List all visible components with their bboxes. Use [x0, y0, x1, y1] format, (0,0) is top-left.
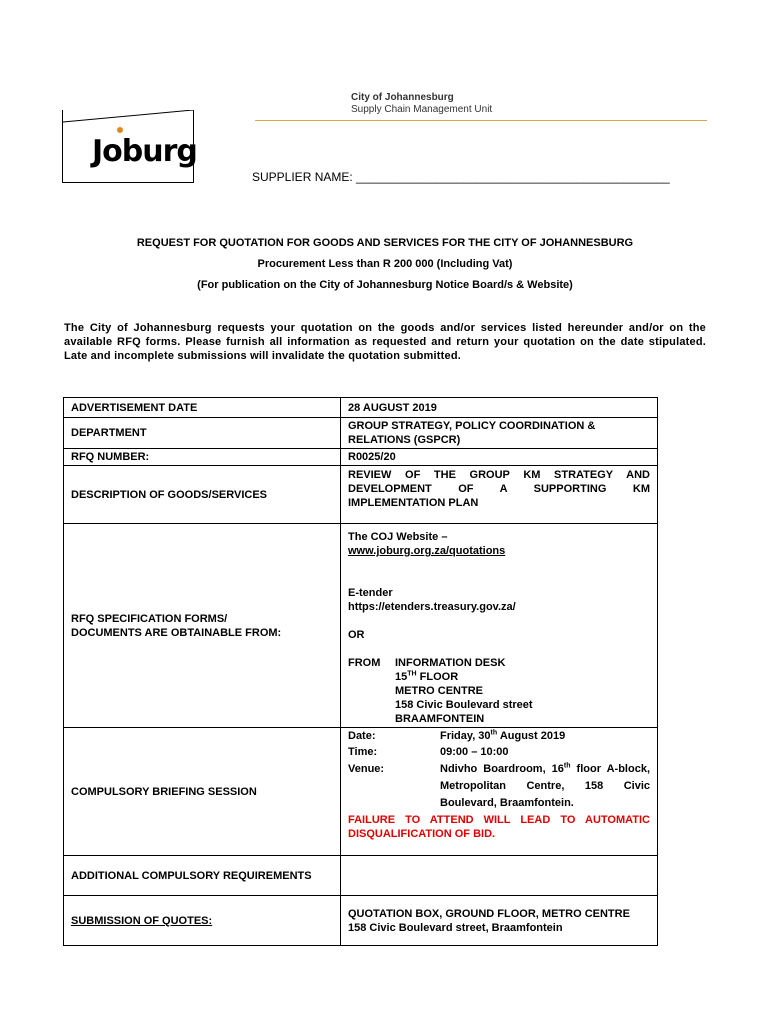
table-row: [64, 466, 658, 524]
venue-value: Ndivho Boardroom, 16th floor A-block, Metropolitan Centre, 158 Civic Boulevard, Braamfontein.: [440, 762, 650, 809]
description-value: REVIEW OF THE GROUP KM STRATEGY AND DEVELOPMENT OF A SUPPORTING KM IMPLEMENTATION PLAN: [341, 466, 658, 524]
etender-link[interactable]: https://etenders.treasury.gov.za/: [348, 601, 516, 613]
date-value: Friday, 30th August 2019: [440, 729, 566, 742]
floor-word: FLOOR: [419, 671, 459, 683]
time-label: Time:: [348, 746, 378, 758]
suburb: BRAAMFONTEIN: [395, 713, 485, 725]
metro-centre: METRO CENTRE: [395, 685, 483, 697]
floor-sup: TH: [407, 670, 417, 678]
date-label: Date:: [348, 730, 376, 742]
rfq-forms-label: [64, 524, 341, 728]
table-row: [64, 728, 658, 856]
from-label: FROM: [348, 657, 381, 669]
briefing-label: COMPULSORY BRIEFING SESSION: [64, 728, 341, 856]
rfq-number-value: R0025/20: [341, 449, 658, 466]
venue-label: Venue:: [348, 763, 385, 775]
submission-label: SUBMISSION OF QUOTES:: [64, 896, 341, 946]
supplier-name-field: SUPPLIER NAME: _______________________________________________: [252, 170, 670, 184]
submission-value: [341, 896, 658, 946]
additional-requirements-label: ADDITIONAL COMPULSORY REQUIREMENTS: [64, 856, 341, 896]
rfq-forms-label-line2: DOCUMENTS ARE OBTAINABLE FROM:: [71, 626, 282, 639]
table-row: [64, 449, 658, 466]
table-row: [64, 418, 658, 449]
header-rule: [255, 120, 707, 121]
logo-text: Joburg: [92, 134, 197, 169]
briefing-venue-row: [348, 761, 650, 812]
intro-paragraph: The City of Johannesburg requests your quotation on the goods and/or services listed hereunder and/or on the available RFQ forms. Please furnish all information as requested and return your quotation on the date stipulated. Late and incomplete submissions will invalidate the quotation submitted.: [64, 322, 706, 362]
briefing-value: [341, 728, 658, 856]
rfq-number-label: RFQ NUMBER:: [64, 449, 341, 466]
advert-date-value: 28 AUGUST 2019: [341, 398, 658, 418]
additional-requirements-value: [341, 856, 658, 896]
publication-subtitle: (For publication on the City of Johannesburg Notice Board/s & Website): [197, 279, 573, 291]
submission-address: 158 Civic Boulevard street, Braamfontein: [348, 921, 563, 934]
procurement-subtitle: Procurement Less than R 200 000 (Including Vat): [257, 258, 513, 270]
briefing-time-row: [348, 745, 650, 759]
org-unit: Supply Chain Management Unit: [351, 104, 493, 115]
street-address: 158 Civic Boulevard street: [395, 699, 533, 711]
department-value: GROUP STRATEGY, POLICY COORDINATION & RELATIONS (GSPCR): [341, 418, 658, 449]
document-title: REQUEST FOR QUOTATION FOR GOODS AND SERVICES FOR THE CITY OF JOHANNESBURG: [136, 237, 634, 249]
coj-website-label: The COJ Website –: [348, 531, 448, 543]
table-row: [64, 856, 658, 896]
floor-line: [395, 670, 533, 684]
rfq-forms-label-line1: RFQ SPECIFICATION FORMS/: [71, 612, 228, 625]
joburg-logo: [92, 136, 197, 168]
info-desk-address: [348, 656, 650, 726]
advert-date-label: ADVERTISEMENT DATE: [64, 398, 341, 418]
time-value: 09:00 – 10:00: [440, 746, 509, 758]
description-label: DESCRIPTION OF GOODS/SERVICES: [64, 466, 341, 524]
rfq-details-table: [63, 397, 658, 946]
floor-number: 15: [395, 671, 408, 683]
org-name: City of Johannesburg: [351, 92, 454, 103]
coj-website-link[interactable]: www.joburg.org.za/quotations: [348, 545, 506, 557]
or-text: OR: [348, 629, 365, 641]
info-desk: INFORMATION DESK: [395, 657, 506, 669]
rfq-forms-value: [341, 524, 658, 728]
submission-location: QUOTATION BOX, GROUND FLOOR, METRO CENTRE: [348, 907, 630, 920]
logo-dot-icon: [117, 127, 123, 133]
table-row: [64, 398, 658, 418]
failure-warning: FAILURE TO ATTEND WILL LEAD TO AUTOMATIC DISQUALIFICATION OF BID.: [348, 814, 650, 840]
table-row: [64, 896, 658, 946]
table-row: [64, 524, 658, 728]
address-block: [395, 656, 533, 726]
briefing-date-row: [348, 729, 650, 743]
etender-label: E-tender: [348, 587, 393, 599]
department-label: DEPARTMENT: [64, 418, 341, 449]
